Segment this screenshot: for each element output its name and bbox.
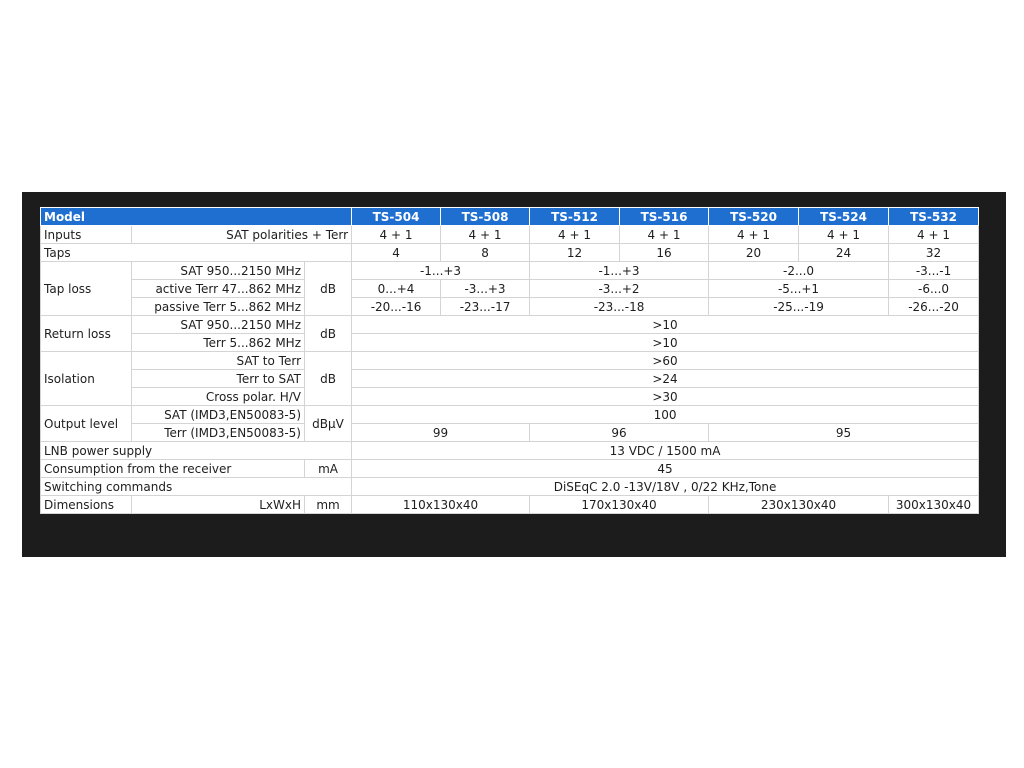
unit-cell: dBµV bbox=[305, 406, 352, 442]
table-cell: -3...+2 bbox=[530, 280, 709, 298]
row-label: LNB power supply bbox=[41, 442, 352, 460]
isolation-row bbox=[41, 370, 979, 388]
header-model-name: TS-504 bbox=[352, 208, 441, 226]
table-cell: 99 bbox=[352, 424, 530, 442]
table-cell: 0...+4 bbox=[352, 280, 441, 298]
output-level-row bbox=[41, 424, 979, 442]
row-label: Return loss bbox=[41, 316, 132, 352]
table-cell: 4 + 1 bbox=[799, 226, 889, 244]
table-cell: 13 VDC / 1500 mA bbox=[352, 442, 979, 460]
table-cell: 12 bbox=[530, 244, 620, 262]
table-cell: 32 bbox=[889, 244, 979, 262]
row-sublabel: active Terr 47...862 MHz bbox=[132, 280, 305, 298]
isolation-row bbox=[41, 352, 979, 370]
table-cell: >60 bbox=[352, 352, 979, 370]
table-cell: 4 + 1 bbox=[352, 226, 441, 244]
table-cell: 4 + 1 bbox=[620, 226, 709, 244]
table-cell: -20...-16 bbox=[352, 298, 441, 316]
switching-row bbox=[41, 478, 979, 496]
table-cell: 110x130x40 bbox=[352, 496, 530, 514]
return-loss-row bbox=[41, 334, 979, 352]
table-cell: -26...-20 bbox=[889, 298, 979, 316]
table-cell: 95 bbox=[709, 424, 979, 442]
table-cell: -2...0 bbox=[709, 262, 889, 280]
tap-loss-row bbox=[41, 298, 979, 316]
table-cell: 100 bbox=[352, 406, 979, 424]
table-cell: 4 + 1 bbox=[441, 226, 530, 244]
table-cell: >24 bbox=[352, 370, 979, 388]
row-label: Consumption from the receiver bbox=[41, 460, 305, 478]
row-sublabel: SAT polarities + Terr bbox=[132, 226, 352, 244]
row-sublabel: Cross polar. H/V bbox=[132, 388, 305, 406]
table-cell: 45 bbox=[352, 460, 979, 478]
table-cell: -23...-18 bbox=[530, 298, 709, 316]
table-cell: -3...-1 bbox=[889, 262, 979, 280]
table-cell: 20 bbox=[709, 244, 799, 262]
table-cell: 170x130x40 bbox=[530, 496, 709, 514]
unit-cell: dB bbox=[305, 262, 352, 316]
header-model-name: TS-516 bbox=[620, 208, 709, 226]
table-cell: -6...0 bbox=[889, 280, 979, 298]
row-sublabel: passive Terr 5...862 MHz bbox=[132, 298, 305, 316]
table-cell: DiSEqC 2.0 -13V/18V , 0/22 KHz,Tone bbox=[352, 478, 979, 496]
table-cell: 4 + 1 bbox=[709, 226, 799, 244]
header-model-name: TS-520 bbox=[709, 208, 799, 226]
table-cell: 4 + 1 bbox=[889, 226, 979, 244]
table-cell: >10 bbox=[352, 316, 979, 334]
row-sublabel: LxWxH bbox=[132, 496, 305, 514]
table-cell: 96 bbox=[530, 424, 709, 442]
header-model-name: TS-512 bbox=[530, 208, 620, 226]
row-sublabel: Terr (IMD3,EN50083-5) bbox=[132, 424, 305, 442]
table-cell: 24 bbox=[799, 244, 889, 262]
lnb-power-row bbox=[41, 442, 979, 460]
return-loss-row bbox=[41, 316, 979, 334]
consumption-row bbox=[41, 460, 979, 478]
tap-loss-row bbox=[41, 262, 979, 280]
row-label: Tap loss bbox=[41, 262, 132, 316]
taps-row bbox=[41, 244, 979, 262]
table-cell: 8 bbox=[441, 244, 530, 262]
table-cell: 4 bbox=[352, 244, 441, 262]
header-model: Model bbox=[41, 208, 352, 226]
table-cell: -23...-17 bbox=[441, 298, 530, 316]
row-sublabel: Terr 5...862 MHz bbox=[132, 334, 305, 352]
row-label: Isolation bbox=[41, 352, 132, 406]
table-cell: 16 bbox=[620, 244, 709, 262]
isolation-row bbox=[41, 388, 979, 406]
header-model-name: TS-532 bbox=[889, 208, 979, 226]
row-sublabel: SAT 950...2150 MHz bbox=[132, 316, 305, 334]
header-model-name: TS-524 bbox=[799, 208, 889, 226]
row-sublabel: SAT to Terr bbox=[132, 352, 305, 370]
unit-cell: mm bbox=[305, 496, 352, 514]
table-cell: -3...+3 bbox=[441, 280, 530, 298]
table-cell: 230x130x40 bbox=[709, 496, 889, 514]
table-cell: >30 bbox=[352, 388, 979, 406]
row-label: Switching commands bbox=[41, 478, 352, 496]
output-level-row bbox=[41, 406, 979, 424]
row-sublabel: Terr to SAT bbox=[132, 370, 305, 388]
spec-table bbox=[40, 207, 979, 514]
row-label: Taps bbox=[41, 244, 352, 262]
unit-cell: mA bbox=[305, 460, 352, 478]
row-sublabel: SAT (IMD3,EN50083-5) bbox=[132, 406, 305, 424]
tap-loss-row bbox=[41, 280, 979, 298]
unit-cell: dB bbox=[305, 316, 352, 352]
row-label: Inputs bbox=[41, 226, 132, 244]
table-cell: 300x130x40 bbox=[889, 496, 979, 514]
table-cell: -5...+1 bbox=[709, 280, 889, 298]
row-sublabel: SAT 950...2150 MHz bbox=[132, 262, 305, 280]
row-label: Output level bbox=[41, 406, 132, 442]
table-cell: >10 bbox=[352, 334, 979, 352]
unit-cell: dB bbox=[305, 352, 352, 406]
header-model-name: TS-508 bbox=[441, 208, 530, 226]
table-cell: -25...-19 bbox=[709, 298, 889, 316]
header-row bbox=[41, 208, 979, 226]
inputs-row bbox=[41, 226, 979, 244]
table-cell: 4 + 1 bbox=[530, 226, 620, 244]
row-label: Dimensions bbox=[41, 496, 132, 514]
table-cell: -1...+3 bbox=[530, 262, 709, 280]
dimensions-row bbox=[41, 496, 979, 514]
table-cell: -1...+3 bbox=[352, 262, 530, 280]
